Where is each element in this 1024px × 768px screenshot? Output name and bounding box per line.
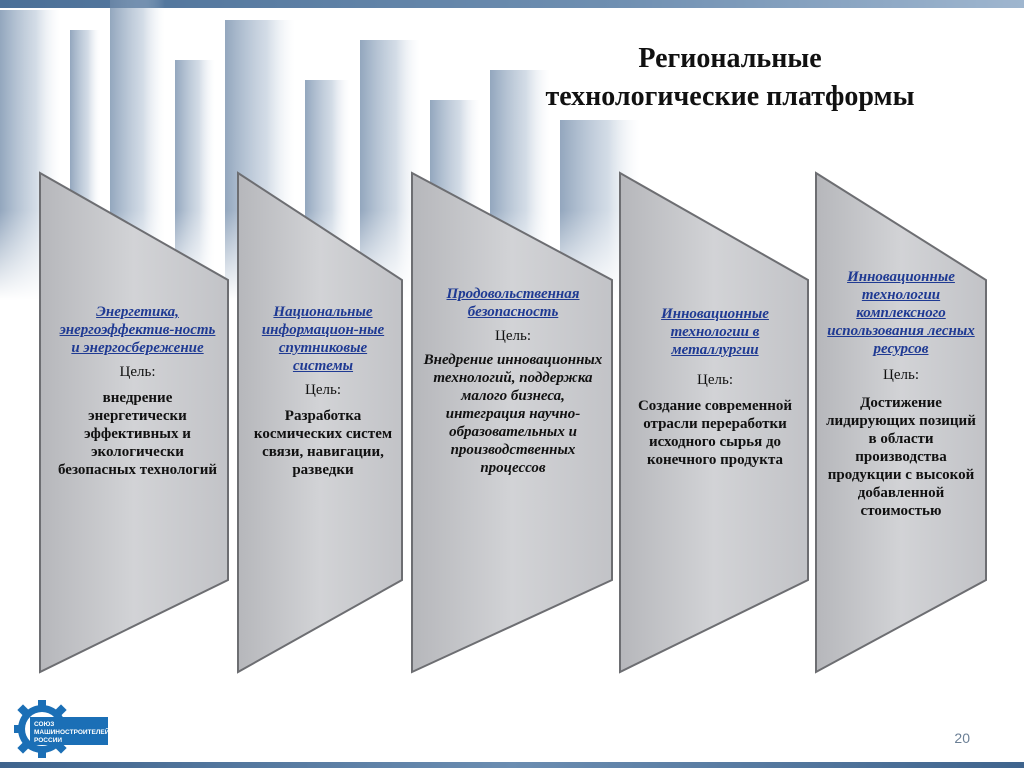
panel-1 — [55, 303, 220, 479]
union-logo — [14, 700, 110, 758]
panel-2-goal: Разработка космических систем связи, навигации, разведки — [253, 408, 393, 478]
panel-5-goal: Достижение лидирующих позиций в области производства продукции с высокой добавленной стоимостью — [826, 395, 976, 519]
slide-title-line1: Региональные — [638, 43, 822, 74]
panel-4-goal: Создание современной отрасли переработки исходного сырья до конечного продукта — [637, 398, 793, 468]
panel-2-heading: Национальные информацион-ные спутниковые системы — [261, 304, 385, 374]
panel-1-goal: внедрение энергетически эффективных и экологически безопасных технологий — [58, 390, 217, 478]
panel-3-goal-label: Цель: — [495, 328, 531, 344]
logo-line1: СОЮЗ — [34, 721, 55, 728]
panel-1-goal-label: Цель: — [119, 364, 156, 380]
logo-line3: РОССИИ — [34, 737, 63, 744]
panel-2 — [252, 303, 394, 479]
logo-line2: МАШИНОСТРОИТЕЛЕЙ — [34, 729, 110, 736]
panel-1-heading: Энергетика, энергоэффектив-ность и энергосбережение — [59, 304, 216, 356]
panel-3-heading: Продовольственная безопасность — [446, 286, 580, 320]
panel-3-goal: Внедрение инновационных технологий, поддержка малого бизнеса, интеграция научно-образовательных и производственных процессов — [423, 352, 603, 476]
panel-4 — [636, 305, 794, 469]
panel-2-goal-label: Цель: — [305, 382, 341, 398]
bottom-band — [0, 762, 1024, 768]
slide-title-line2: технологические платформы — [545, 81, 915, 112]
panel-4-goal-label: Цель: — [697, 372, 733, 388]
page-number: 20 — [954, 730, 970, 746]
panel-5-goal-label: Цель: — [883, 367, 919, 383]
panel-5-heading: Инновационные технологии комплексного использования лесных ресурсов — [827, 269, 975, 357]
panel-4-heading: Инновационные технологии в металлургии — [661, 306, 769, 358]
panel-5 — [826, 268, 976, 520]
panel-3 — [420, 285, 606, 477]
